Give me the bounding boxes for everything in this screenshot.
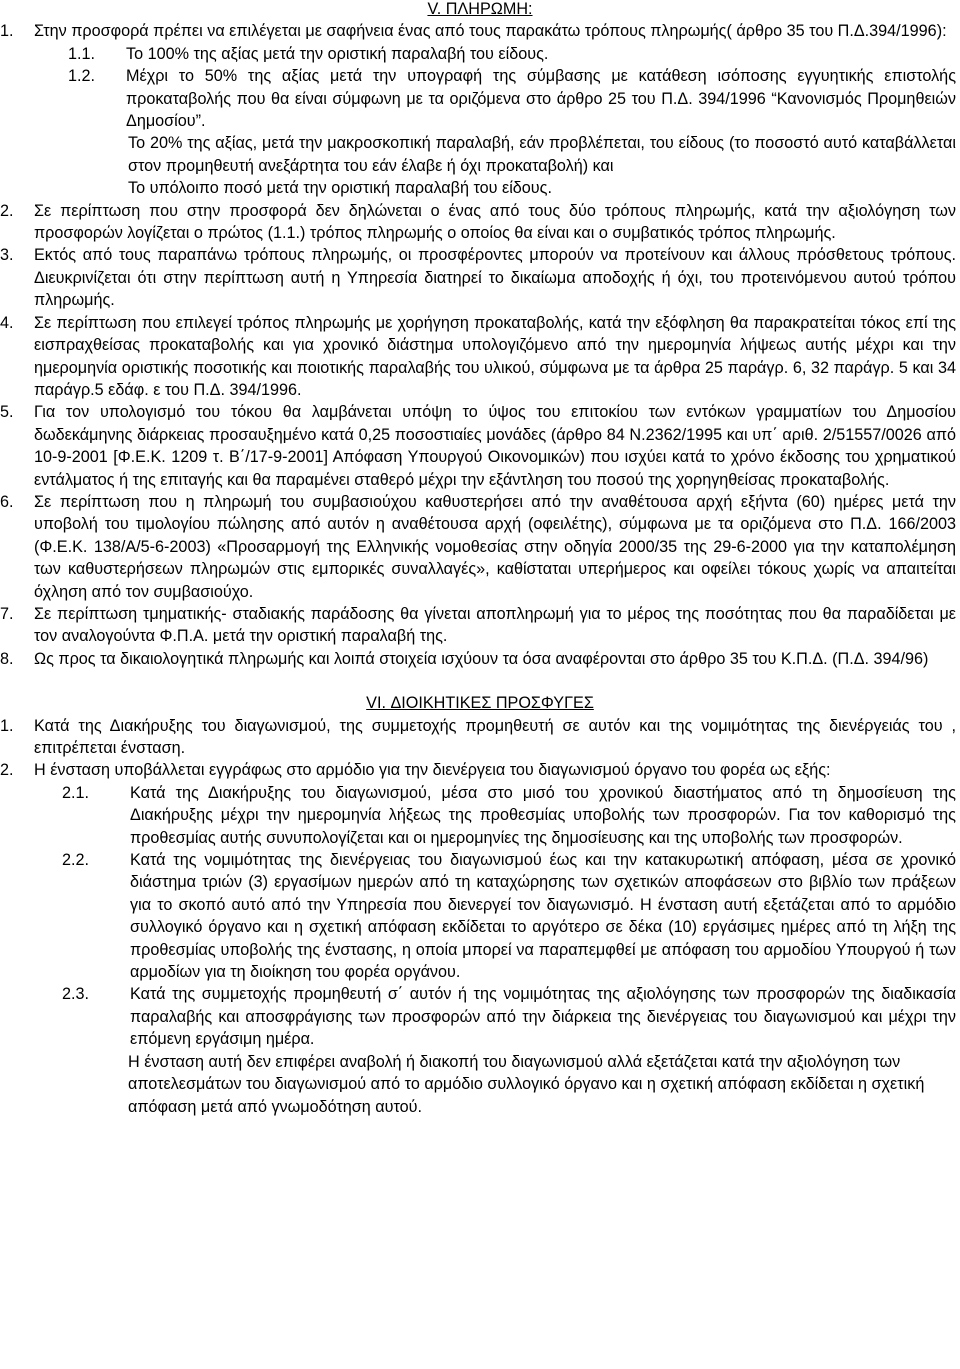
item-number: 3. [0,246,14,265]
item-number: 1. [0,716,14,735]
item-text: Σε περίπτωση που στην προσφορά δεν δηλώνεται ο ένας από τους δύο τρόπους πληρωμής, κατά την αξιολόγηση των προσφορών λογίζεται ο πρώτος (1.1.) τρόπος πληρωμής ο οποίος θα είναι και ο συμβατικός τρόπος πληρωμής. [34,201,956,243]
item-text: Στην προσφορά πρέπει να επιλέγεται με σαφήνεια ένας από τους παρακάτω τρόπους πληρωμής( άρθρο 35 του Π.Δ.394/1996): [34,22,947,41]
item-number: 1.2. [68,67,96,86]
list-item [0,648,960,670]
item-text: Κατά της νομιμότητας της διενέργειας του διαγωνισμού έως και την κατακυρωτική απόφαση, μέσα σε χρονικό διάστημα τριών (3) εργασίμων ημερών από τη καταχώρησης των σχετικών αποφάσεων στο βιβλίο των πράξεων για το σκοπό αυτό από την Υπηρεσία που διενεργεί τον διαγωνισμό. Η ένσταση αυτή εξετάζεται από το αρμόδιο συλλογικό όργανο και η σχετική απόφαση εκδίδεται το αργότερο σε δέκα (10) εργάσιμες ημέρες από τη λήξη της προθεσμίας υποβολής της ένστασης, η οποία μπορεί να παραπεμφθεί με απόφαση του αρμοδίου Υπουργού ή των αρμοδίων για τη διοίκηση του φορέα οργάνου. [130,851,956,982]
item-number: 4. [0,313,14,332]
list-item [0,603,960,648]
item-text: Εκτός από τους παραπάνω τρόπους πληρωμής, οι προσφέροντες μπορούν να προτείνουν και άλλους πρόσθετους τρόπους. Διευκρινίζεται ότι στην περίπτωση αυτή η Υπηρεσία διατηρεί το δικαίωμα αποδοχής ή όχι, του προτεινόμενου αυτού τρόπου πληρωμής. [34,246,956,310]
sub-list-item [0,849,960,983]
item-text: Κατά της Διακήρυξης του διαγωνισμού, της συμμετοχής προμηθευτή σε αυτόν και της νομιμότητας της διενέργειάς του , επιτρέπεται ένσταση. [34,716,956,757]
item-text: Κατά της Διακήρυξης του διαγωνισμού, μέσα στο μισό του χρονικού διαστήματος από τη δημοσίευση της Διακήρυξης μέχρι την ημερομηνία λήξεως της προθεσμίας υποβολής των προσφορών. Για τον καθορισμό της προθεσμίας αυτής συνυπολογίζεται και οι ημερομηνίες της δημοσίευσης και της υποβολής των προσφορών. [130,783,956,847]
list-item [0,491,960,603]
item-number: 6. [0,492,14,511]
list-item [0,715,960,760]
item-text: Σε περίπτωση τμηματικής- σταδιακής παράδοσης θα γίνεται αποπληρωμή για το μέρος της ποσότητας που θα παραδίδεται με τον αναλογούντα Φ.Π.Α. μετά την οριστική παραλαβή της. [34,604,956,646]
item-text: Για τον υπολογισμό του τόκου θα λαμβάνεται υπόψη το ύψος του επιτοκίου των εντόκων γραμματίων του Δημοσίου δωδεκάμηνης διάρκειας προσαυξημένο κατά 0,25 ποσοστιαίες μονάδες (άρθρο 84 Ν.2362/1995 και υπ΄ αριθ. 2/51557/0026 από 10-9-2001 [Φ.Ε.Κ. 1209 τ. Β΄/17-9-2001] Απόφαση Υπουργού Οικονομικών) που ισχύει κατά το χρόνο έκδοσης του χρηματικού εντάλματος ή της επιταγής και θα παραμένει σταθερό μέχρι την εξάντληση του ποσού της χορηγηθείσας προκαταβολής. [34,403,956,489]
item-number: 8. [0,649,14,668]
section-heading-payment: V. ΠΛΗΡΩΜΗ: [427,0,533,18]
paragraph: Το 20% της αξίας, μετά την μακροσκοπική παραλαβή, εάν προβλέπεται, του είδους (το ποσοστό αυτό καταβάλλεται στον προμηθευτή ανεξάρτητα του εάν έλαβε ή όχι προκαταβολή) και [128,134,956,175]
list-item [0,312,960,402]
item-text: Μέχρι το 50% της αξίας μετά την υπογραφή της σύμβασης με κατάθεση ισόποσης εγγυητικής επιστολής προκαταβολής που θα είναι σύμφωνη με τα οριζόμενα στο άρθρο 25 του Π.Δ. 394/1996 “Κανονισμός Προμηθειών Δημοσίου”. [126,67,956,131]
item-text: Σε περίπτωση που η πληρωμή του συμβασιούχου καθυστερήσει από την αναθέτουσα αρχή εξήντα (60) ημέρες μετά την υποβολή του τιμολογίου πώλησης από αυτόν η αναθέτουσα αρχή (οφειλέτης), σύμφωνα με τα οριζόμενα στο Π.Δ. 166/2003 (Φ.Ε.Κ. 138/Α/5-6-2003) «Προσαρμογή της Ελληνικής νομοθεσίας στην οδηγία 2000/35 της 29-6-2000 για την καταπολέμηση των καθυστερήσεων πληρωμών στις εμπορικές συναλλαγές», καθίσταται υπερήμερος και οφείλει τόκους χωρίς να απαιτείται όχληση από τον συμβασιούχο. [34,492,956,601]
item-number: 7. [0,604,14,623]
section-heading-administrative-appeals: VI. ΔΙΟΙΚΗΤΙΚΕΣ ΠΡΟΣΦΥΓΕΣ [366,694,594,713]
item-text: Κατά της συμμετοχής προμηθευτή σ΄ αυτόν ή της νομιμότητας της αξιολόγησης των προσφορών της διαδικασία παραλαβής και αποσφράγισης των προσφορών από την διάρκεια της διενέργειας του διαγωνισμού και μέχρι την επόμενη εργάσιμη ημέρα. [130,985,956,1049]
item-number: 1.1. [68,44,96,63]
sub-list-item [0,782,960,849]
item-number: 2.1. [62,783,90,802]
sub-list-item [0,983,960,1050]
list-item [0,200,960,245]
item-number: 1. [0,22,14,41]
sub-list-item [0,65,960,132]
list-item [0,401,960,491]
item-number: 2.2. [62,851,90,870]
paragraph: Η ένσταση αυτή δεν επιφέρει αναβολή ή διακοπή του διαγωνισμού αλλά εξετάζεται κατά την αξιολόγηση των αποτελεσμάτων του διαγωνισμού από το αρμόδιο συλλογικό όργανο και η σχετική απόφαση εκδίδεται η σχετική απόφαση μετά από γνωμοδότηση αυτού. [128,1052,925,1116]
item-text: Ως προς τα δικαιολογητικά πληρωμής και λοιπά στοιχεία ισχύουν τα όσα αναφέρονται στο άρθρο 35 του Κ.Π.Δ. (Π.Δ. 394/96) [34,649,929,668]
list-item [0,759,960,781]
item-text: Σε περίπτωση που επιλεγεί τρόπος πληρωμής με χορήγηση προκαταβολής, κατά την εξόφληση θα παρακρατείται τόκος επί της εισπραχθείσας προκαταβολής και για χρονικό διάστημα υπολογιζόμενο από την ημερομηνία λήψεως αυτής μέχρι και την ημερομηνία οριστικής ποσοτικής και ποιοτικής παραλαβής του υλικού, σύμφωνα με τα άρθρα 25 παράγρ. 6, 32 παράγρ. 5 και 34 παράγρ.5 εδάφ. ε του Π.Δ. 394/1996. [34,313,956,399]
item-text: Η ένσταση υποβάλλεται εγγράφως στο αρμόδιο για την διενέργεια του διαγωνισμού όργανο του φορέα ως εξής: [34,761,831,780]
item-number: 2. [0,201,14,220]
sub-list-item [0,43,960,65]
item-text: Το 100% της αξίας μετά την οριστική παραλαβή του είδους. [126,44,549,63]
item-number: 2. [0,761,14,780]
spacer [0,670,960,692]
paragraph: Το υπόλοιπο ποσό μετά την οριστική παραλαβή του είδους. [128,179,552,198]
item-number: 2.3. [62,985,90,1004]
list-item [0,244,960,311]
list-item [0,20,960,42]
item-number: 5. [0,403,14,422]
